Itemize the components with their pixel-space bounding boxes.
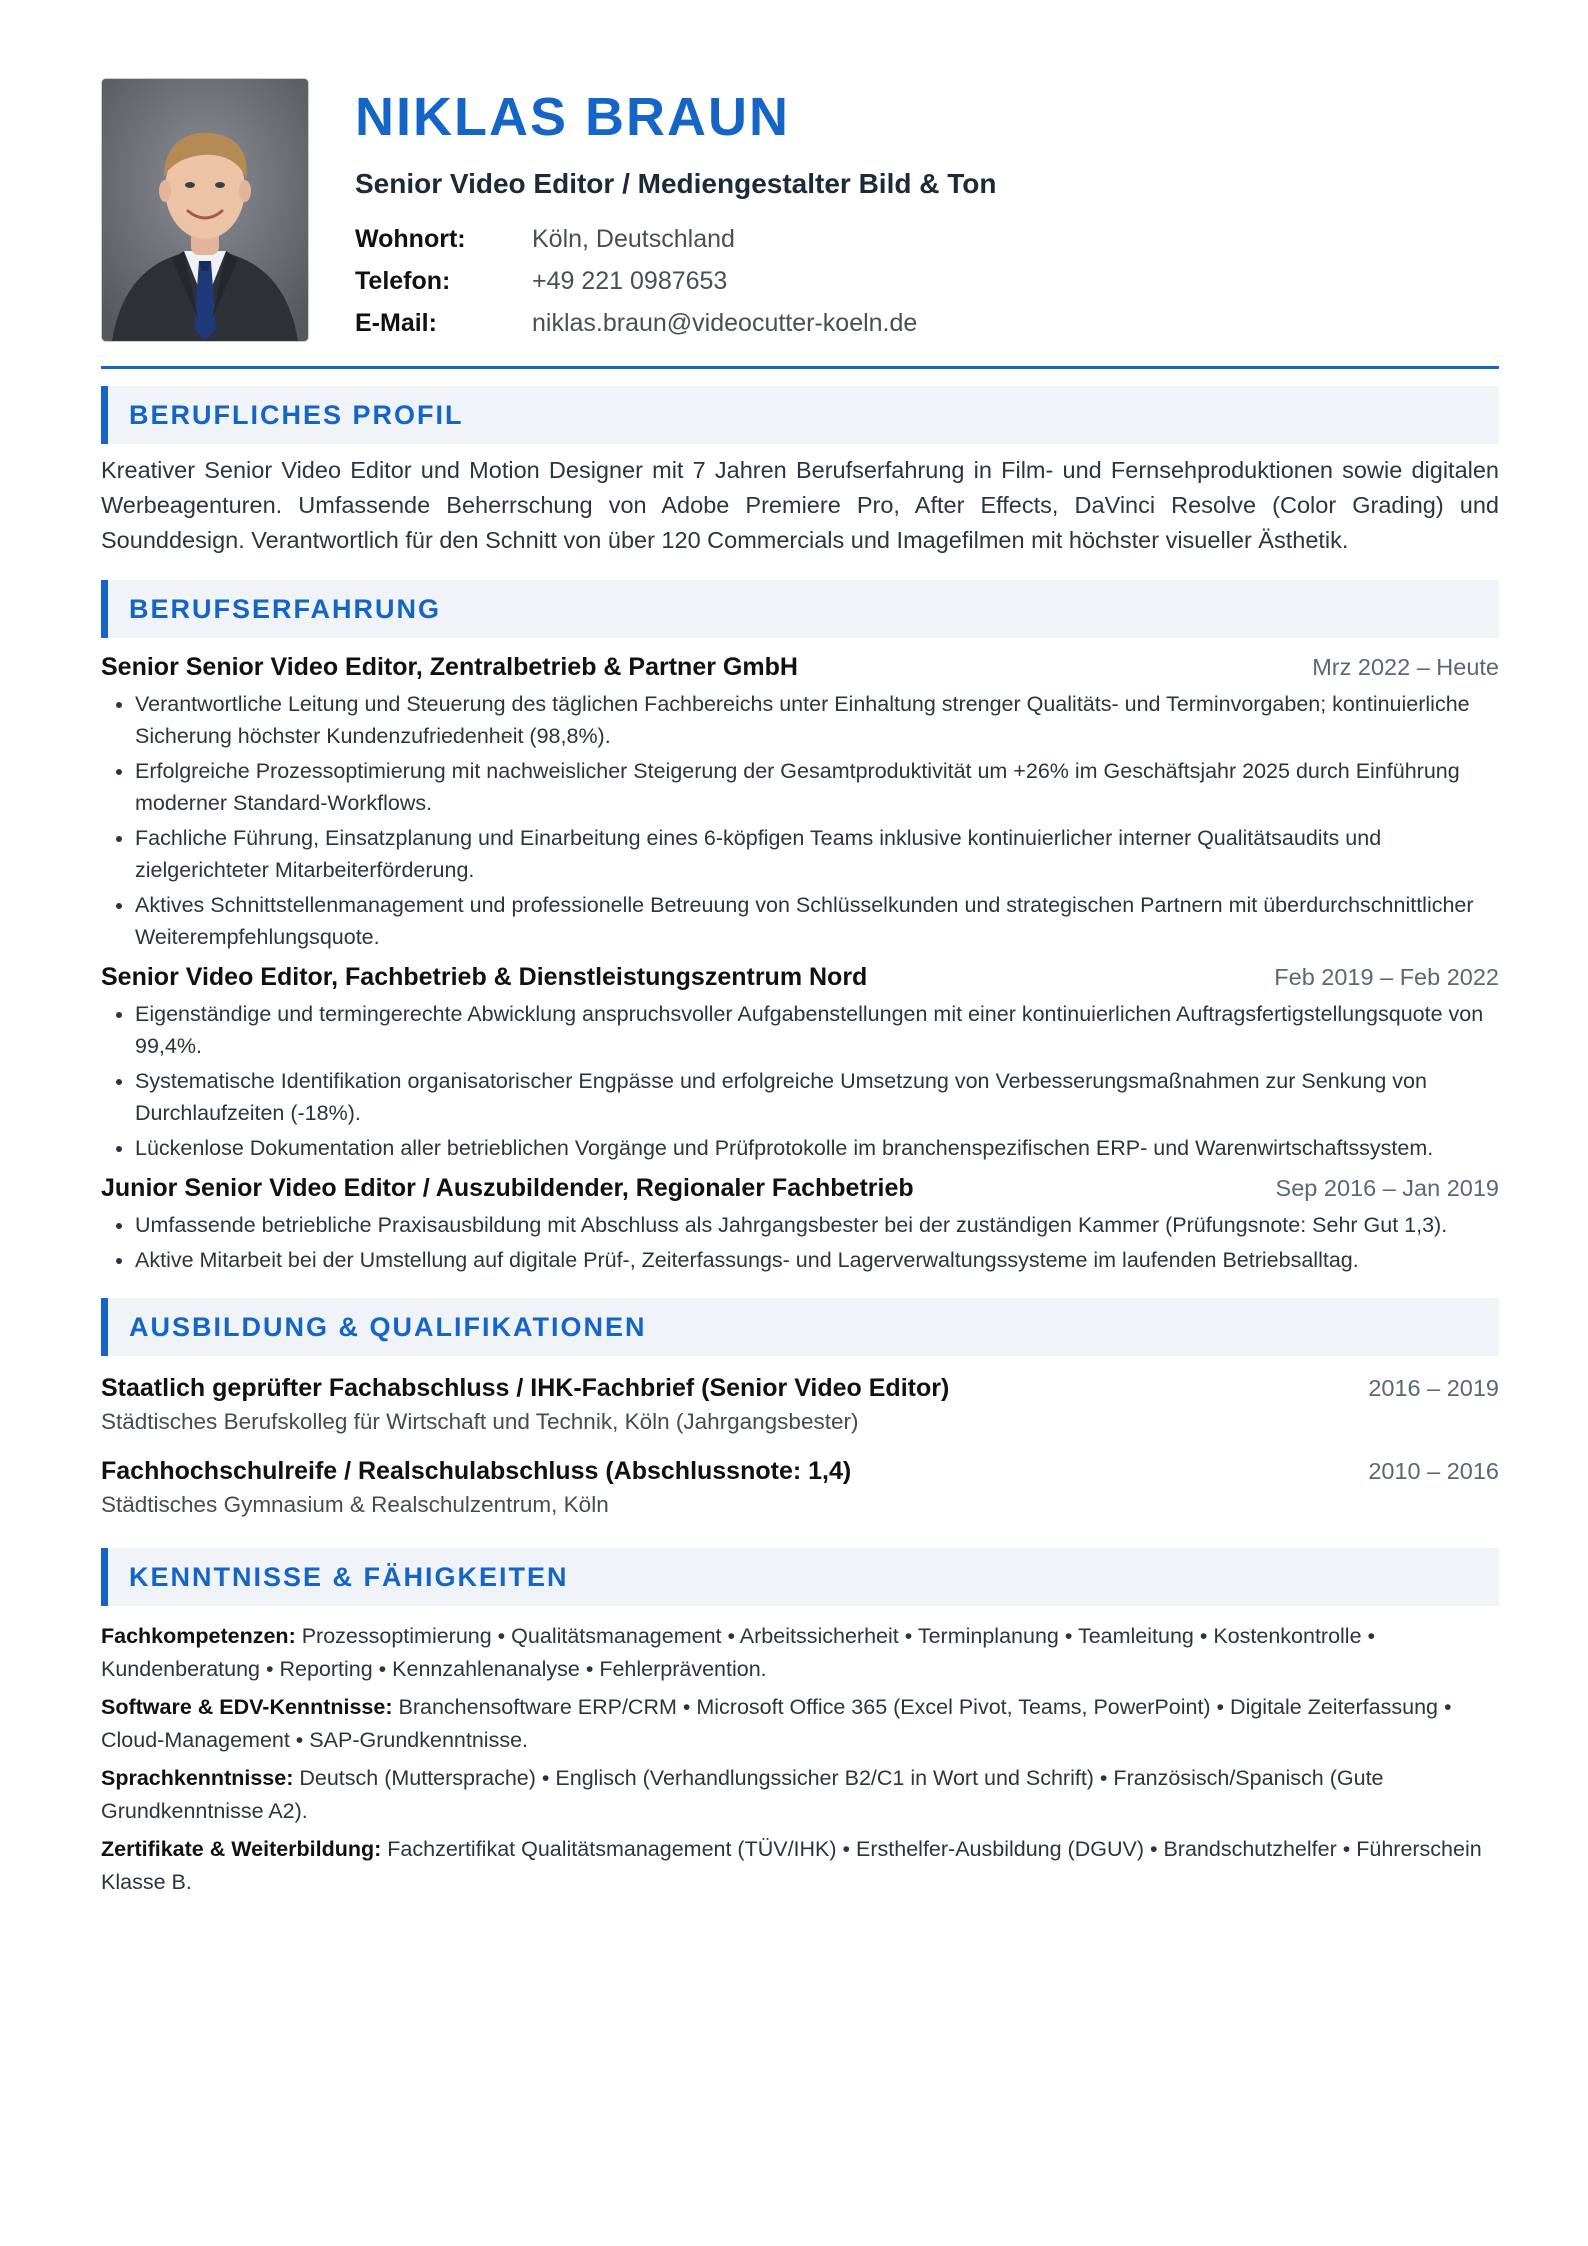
skills-list [101, 1620, 1499, 1899]
section-heading: KENNTNISSE & FÄHIGKEITEN [101, 1548, 1499, 1606]
list-item: • Lückenlose Dokumentation aller betrieblichen Vorgänge und Prüfprotokolle im branchenspezifischen ERP- und Warenwirtschaftssystem. [135, 1132, 1499, 1164]
section-skills [101, 1548, 1499, 1899]
education-title: Fachhochschulreife / Realschulabschluss (Abschlussnote: 1,4) [101, 1457, 852, 1485]
section-experience [101, 580, 1499, 1276]
skill-label: Fachkompetenzen: [101, 1624, 302, 1648]
list-item: • Eigenständige und termingerechte Abwicklung anspruchsvoller Aufgabenstellungen mit einer kontinuierlichen Auftragsfertigstellungsquote von 99,4%. [135, 998, 1499, 1062]
job-entry [101, 1174, 1499, 1276]
section-heading: AUSBILDUNG & QUALIFIKATIONEN [101, 1298, 1499, 1356]
education-entry [101, 1374, 1499, 1435]
skill-text: Deutsch (Muttersprache) • Englisch (Verhandlungssicher B2/C1 in Wort und Schrift) • Französisch/Spanisch (Gute Grundkenntnisse A2). [101, 1766, 1384, 1823]
job-date: Feb 2019 – Feb 2022 [1274, 964, 1499, 990]
skill-text: Branchensoftware ERP/CRM • Microsoft Office 365 (Excel Pivot, Teams, PowerPoint) • Digitale Zeiterfassung • Cloud-Management • SAP-Grundkenntnisse. [101, 1695, 1452, 1752]
contact-list [355, 218, 996, 344]
education-title: Staatlich geprüfter Fachabschluss / IHK-Fachbrief (Senior Video Editor) [101, 1374, 950, 1402]
contact-label: Wohnort: [355, 225, 466, 253]
list-item: • Aktive Mitarbeit bei der Umstellung auf digitale Prüf-, Zeiterfassungs- und Lagerverwaltungssysteme im laufenden Betriebsalltag. [135, 1244, 1499, 1276]
contact-row-phone [355, 260, 996, 302]
education-institution: Städtisches Gymnasium & Realschulzentrum, Köln [101, 1492, 609, 1517]
section-profile [101, 386, 1499, 558]
section-heading: BERUFSERFAHRUNG [101, 580, 1499, 638]
contact-label: Telefon: [355, 267, 451, 295]
skill-row [101, 1620, 1499, 1686]
contact-row-email [355, 302, 996, 344]
list-item: • Erfolgreiche Prozessoptimierung mit nachweislicher Steigerung der Gesamtproduktivität um +26% im Geschäftsjahr 2025 durch Einführung moderner Standard-Workflows. [135, 755, 1499, 819]
list-item: • Umfassende betriebliche Praxisausbildung mit Abschluss als Jahrgangsbester bei der zuständigen Kammer (Prüfungsnote: Sehr Gut 1,3). [135, 1209, 1499, 1241]
education-institution: Städtisches Berufskolleg für Wirtschaft und Technik, Köln (Jahrgangsbester) [101, 1409, 859, 1434]
job-title: Senior Video Editor, Fachbetrieb & Dienstleistungszentrum Nord [101, 963, 868, 991]
section-education [101, 1298, 1499, 1518]
education-entry [101, 1457, 1499, 1518]
profile-photo [101, 78, 309, 342]
job-date: Mrz 2022 – Heute [1312, 654, 1499, 680]
header [101, 78, 1499, 368]
resume-page [101, 78, 1499, 1904]
education-date: 2016 – 2019 [1368, 1375, 1499, 1401]
job-entry [101, 653, 1499, 953]
list-item: • Aktives Schnittstellenmanagement und professionelle Betreuung von Schlüsselkunden und strategischen Partnern mit überdurchschnittlicher Weiterempfehlungsquote. [135, 889, 1499, 953]
header-text [355, 78, 996, 344]
job-title: Junior Senior Video Editor / Auszubildender, Regionaler Fachbetrieb [101, 1174, 914, 1202]
contact-label: E-Mail: [355, 309, 437, 337]
skill-label: Sprachkenntnisse: [101, 1766, 300, 1790]
skill-label: Software & EDV-Kenntnisse: [101, 1695, 399, 1719]
candidate-name: NIKLAS BRAUN [355, 87, 790, 147]
job-date: Sep 2016 – Jan 2019 [1275, 1175, 1499, 1201]
skill-row [101, 1691, 1499, 1757]
contact-value[interactable]: +49 221 0987653 [532, 267, 728, 295]
job-bullets [101, 998, 1499, 1164]
list-item: • Systematische Identifikation organisatorischer Engpässe und erfolgreiche Umsetzung von Verbesserungsmaßnahmen zur Senkung von Durchlaufzeiten (-18%). [135, 1065, 1499, 1129]
header-divider [101, 366, 1499, 369]
job-bullets [101, 688, 1499, 953]
section-heading: BERUFLICHES PROFIL [101, 386, 1499, 444]
list-item: • Verantwortliche Leitung und Steuerung des täglichen Fachbereichs unter Einhaltung strenger Qualitäts- und Terminvorgaben; kontinuierliche Sicherung höchster Kundenzufriedenheit (98,8%). [135, 688, 1499, 752]
skill-row [101, 1833, 1499, 1899]
job-bullets [101, 1209, 1499, 1276]
skill-label: Zertifikate & Weiterbildung: [101, 1837, 388, 1861]
list-item: • Fachliche Führung, Einsatzplanung und Einarbeitung eines 6-köpfigen Teams inklusive kontinuierlicher interner Qualitätsaudits und zielgerichteter Mitarbeiterförderung. [135, 822, 1499, 886]
education-date: 2010 – 2016 [1368, 1458, 1499, 1484]
skill-text: Fachzertifikat Qualitätsmanagement (TÜV/IHK) • Ersthelfer-Ausbildung (DGUV) • Brandschutzhelfer • Führerschein Klasse B. [101, 1837, 1482, 1894]
job-title: Senior Senior Video Editor, Zentralbetrieb & Partner GmbH [101, 653, 798, 681]
job-subtitle: Senior Video Editor / Mediengestalter Bild & Ton [355, 168, 997, 199]
contact-value[interactable]: niklas.braun@videocutter-koeln.de [532, 309, 918, 337]
contact-value: Köln, Deutschland [532, 225, 735, 253]
contact-row-location [355, 218, 996, 260]
skill-row [101, 1762, 1499, 1828]
job-entry [101, 963, 1499, 1164]
skill-text: Prozessoptimierung • Qualitätsmanagement • Arbeitssicherheit • Terminplanung • Teamleitung • Kostenkontrolle • Kundenberatung • Reporting • Kennzahlenanalyse • Fehlerprävention. [101, 1624, 1376, 1681]
profile-text: Kreativer Senior Video Editor und Motion Designer mit 7 Jahren Berufserfahrung in Film- und Fernsehproduktionen sowie digitalen Werbeagenturen. Umfassende Beherrschung von Adobe Premiere Pro, After Effects, DaVinci Resolve (Color Grading) und Sounddesign. Verantwortlich für den Schnitt von über 120 Commercials und Imagefilmen mit höchster visueller Ästhetik. [101, 457, 1499, 553]
